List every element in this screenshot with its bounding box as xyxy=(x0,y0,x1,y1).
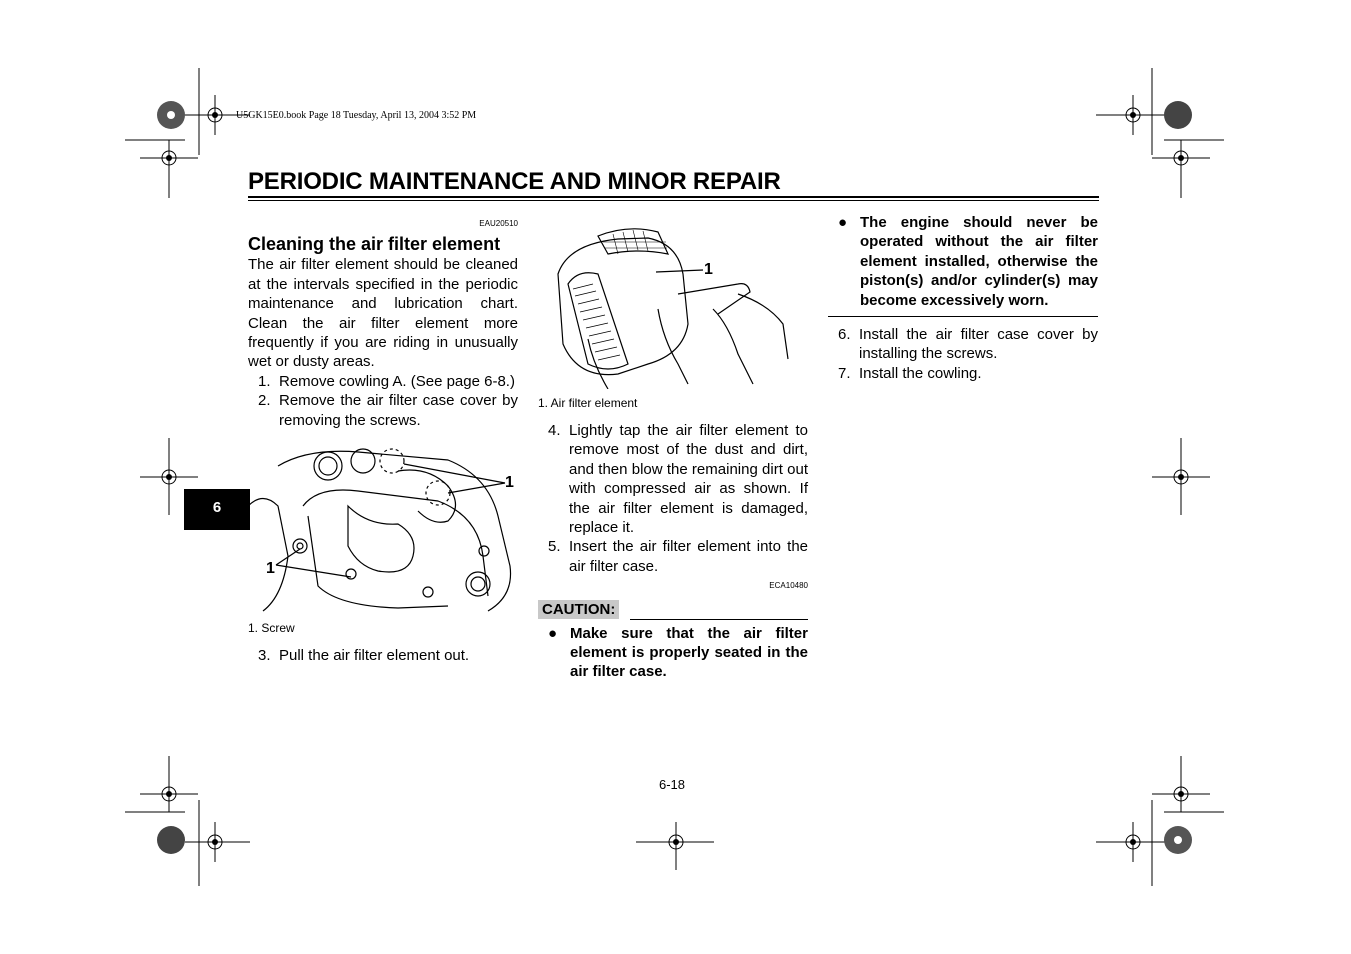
caution-bullet-2 xyxy=(828,213,1098,310)
column-2 xyxy=(538,421,808,682)
caution-rule xyxy=(630,619,808,620)
screws-illustration xyxy=(248,446,518,616)
figure-air-filter xyxy=(538,214,808,389)
callout-1b: 1 xyxy=(266,560,275,577)
bullet-text: Make sure that the air filter element is properly seated in the air filter case. xyxy=(570,624,808,681)
step-text: Install the cowling. xyxy=(859,364,982,382)
title-rule xyxy=(248,196,1099,198)
step-number: 4. xyxy=(548,422,561,439)
step-number: 1. xyxy=(258,372,271,390)
section-code: EAU20510 xyxy=(479,219,518,228)
step-text: Pull the air filter element out. xyxy=(279,647,470,664)
column-1-bottom xyxy=(248,646,518,665)
bullet-dot: ● xyxy=(548,624,558,642)
caution-code: ECA10480 xyxy=(769,581,808,591)
chapter-title: PERIODIC MAINTENANCE AND MINOR REPAIR xyxy=(248,168,781,195)
step-number: 6. xyxy=(838,326,851,344)
step-text: Insert the air filter element into the air filter case. xyxy=(569,538,808,575)
air-filter-illustration xyxy=(538,214,808,389)
figure1-caption: 1. Screw xyxy=(248,621,295,635)
intro-paragraph: The air filter element should be cleaned at the intervals specified in the periodic maintenance and lubrication chart. Clean the air filter element more frequently if you are riding in unusually wet or dusty areas. xyxy=(248,256,518,371)
bullet-dot: ● xyxy=(838,214,848,231)
step-2 xyxy=(248,391,518,430)
figure-screws xyxy=(248,446,518,616)
step-number: 2. xyxy=(258,392,271,410)
bullet-text: The engine should never be operated without the air filter element installed, otherwise the piston(s) and/or cylinder(s) may become excessively worn. xyxy=(860,214,1098,309)
caution-bullet-1 xyxy=(538,624,808,682)
column-3 xyxy=(828,213,1098,383)
section-heading: Cleaning the air filter element xyxy=(248,234,501,255)
step-number: 7. xyxy=(838,364,851,382)
step-text: Remove the air filter case cover by removing the screws. xyxy=(279,392,518,429)
step-5 xyxy=(538,537,808,576)
step-number: 5. xyxy=(548,538,561,556)
page-number: 6-18 xyxy=(658,777,686,792)
title-rule-thin xyxy=(248,200,1099,201)
step-text: Remove cowling A. (See page 6-8.) xyxy=(279,372,515,390)
step-text: Lightly tap the air filter element to remove most of the dust and dirt, and then blow the remaining dirt out with compressed air as shown. If the air filter element is damaged, replace it. xyxy=(569,422,808,537)
step-7 xyxy=(828,364,1098,383)
caution-label: CAUTION: xyxy=(538,600,619,619)
figure2-caption: 1. Air filter element xyxy=(538,396,638,410)
caution-end-rule xyxy=(828,316,1098,317)
callout-1: 1 xyxy=(505,474,514,491)
column-1 xyxy=(248,214,518,430)
book-stamp: U5GK15E0.book Page 18 Tuesday, April 13, 2004 3:52 PM xyxy=(236,110,477,121)
chapter-tab: 6 xyxy=(184,489,250,530)
step-number: 3. xyxy=(258,647,271,664)
step-text: Install the air filter case cover by installing the screws. xyxy=(859,326,1098,363)
caution-header xyxy=(538,600,808,622)
callout-1: 1 xyxy=(704,261,713,278)
step-3 xyxy=(248,646,518,665)
step-1 xyxy=(248,372,518,391)
step-6 xyxy=(828,325,1098,364)
step-4 xyxy=(538,421,808,537)
